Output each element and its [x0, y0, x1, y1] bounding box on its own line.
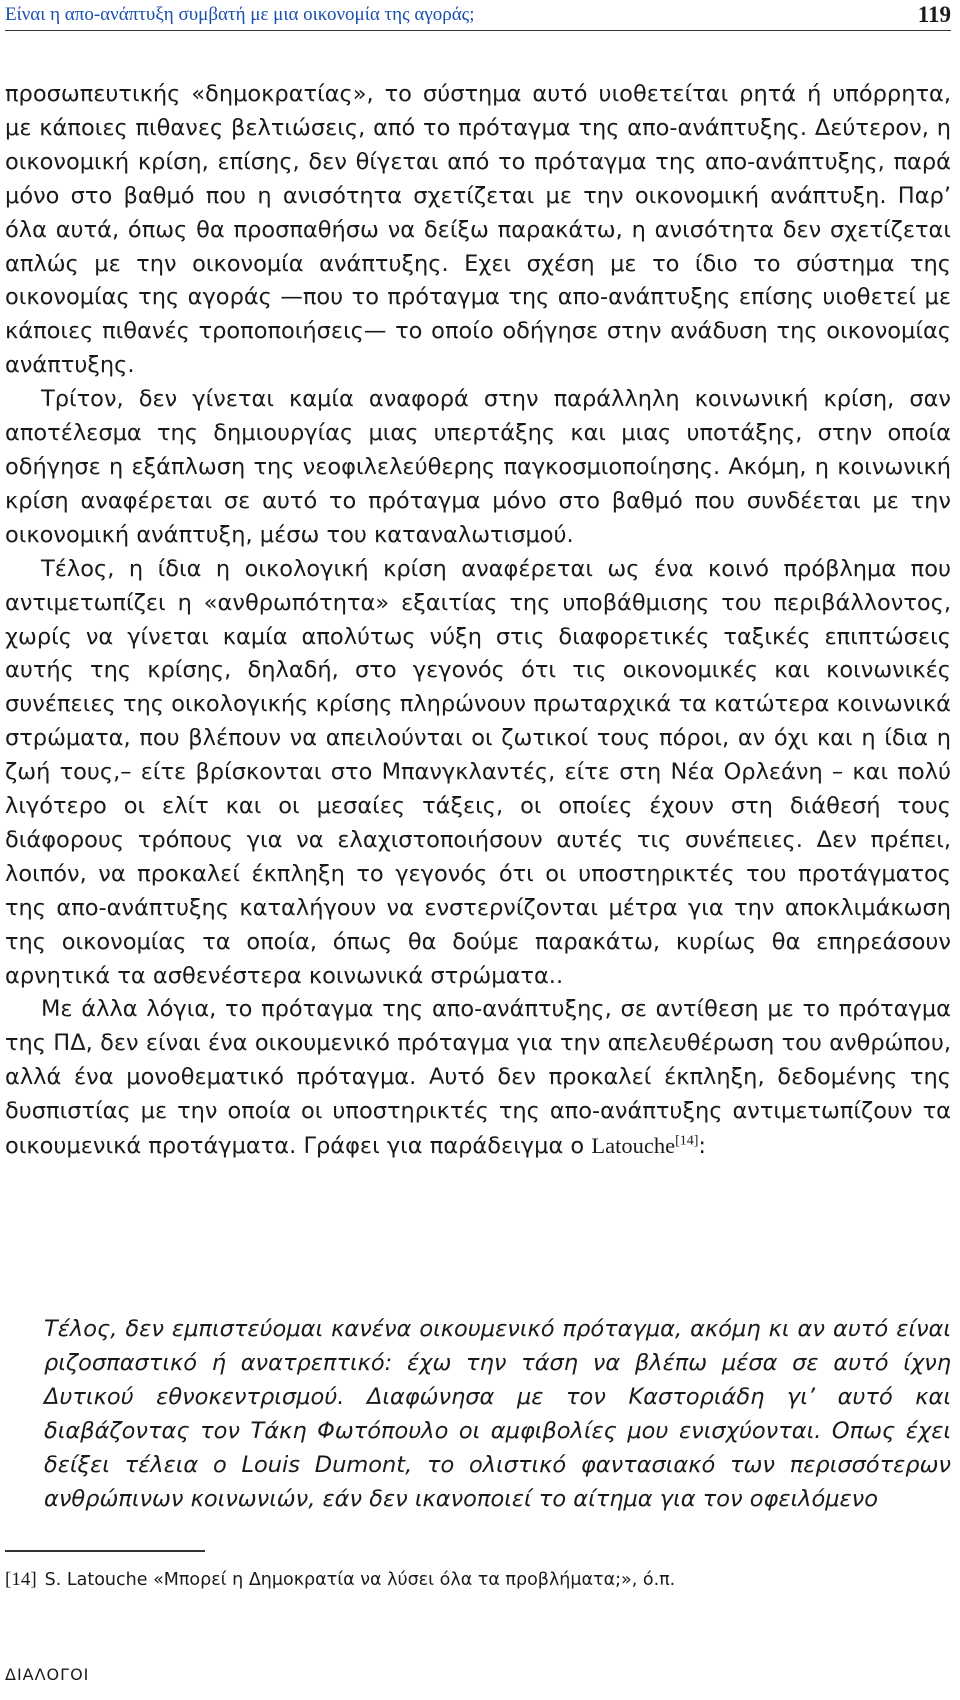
paragraph-text: Με άλλα λόγια, το πρόταγμα της απο-ανάπτυξης, σε αντίθεση με το πρόταγμα της ΠΔ, δεν είναι ένα οικουμενικό πρόταγμα για την απελευθέρωση του ανθρώπου, αλλά ένα μονοθεματικό πρόταγμα. Αυτό δεν προκαλεί έκπληξη, δεδομένης της δυσπιστίας με την οποία οι υποστηρικτές της απο-ανάπτυξης αντιμετωπίζουν τα οικουμενικά προτάγματα. Γράφει για παράδειγμα ο [5, 996, 951, 1160]
citation-author: Latouche [591, 1133, 676, 1159]
paragraph: Τέλος, η ίδια η οικολογική κρίση αναφέρεται ως ένα κοινό πρόβλημα που αντιμετωπίζει η «ανθρωπότητα» εξαιτίας της υποβάθμισης του περιβάλλοντος, χωρίς να γίνεται καμία απολύτως νύξη στις διαφορετικές ταξικές επιπτώσεις αυτής της κρίσης, δηλαδή, στο γεγονός ότι τις οικονομικές και κοινωνικές συνέπειες της οικολογικής κρίσης πληρώνουν πρωταρχικά τα κατώτερα κοινωνικά στρώματα, που βλέπουν να απειλούνται οι ζωτικοί τους πόροι, αν όχι και η ίδια η ζωή τους,– είτε βρίσκονται στο Μπανγκλαντές, είτε στη Νέα Ορλεάνη – και πολύ λιγότερο οι ελίτ και οι μεσαίες τάξεις, οι οποίες έχουν στη διάθεσή τους διάφορους τρόπους για να ελαχιστοποιήσουν αυτές τις συνέπειες. Δεν πρέπει, λοιπόν, να προκαλεί έκπληξη το γεγονός ότι οι υποστηρικτές του προτάγματος της απο-ανάπτυξης καταλήγουν να ενστερνίζονται μέτρα για την αποκλιμάκωση της οικονομίας τα οποία, όπως θα δούμε παρακάτω, κυρίως θα επηρεάσουν αρνητικά τα ασθενέστερα κοινωνικά στρώματα.. [5, 555, 951, 989]
paragraph: προσωπευτικής «δημοκρατίας», το σύστημα αυτό υιοθετείται ρητά ή υπόρρητα, με κάποιες πιθανες βελτιώσεις, από το πρόταγμα της απο-ανάπτυξης. Δεύτερον, η οικονομική κρίση, επίσης, δεν θίγεται από το πρόταγμα της απο-ανάπτυξης, παρά μόνο στο βαθμό που η ανισότητα σχετίζεται με την οικονομική ανάπτυξη. Παρ’ όλα αυτά, όπως θα προσπαθήσω να δείξω παρακάτω, η ανισότητα δεν σχετίζεται απλώς με την οικονομία ανάπτυξης. Εχει σχέση με το ίδιο το σύστημα της οικονομίας της αγοράς —που το πρόταγμα της απο-ανάπτυξης επίσης υιοθετεί με κάποιες πιθανές τροποποιήσεις— το οποίο οδήγησε στην ανάδυση της οικονομίας ανάπτυξης. [5, 81, 951, 379]
page-footer: ΔΙΑΛΟΓΟΙ [5, 1665, 90, 1684]
running-title: Είναι η απο-ανάπτυξη συμβατή με μια οικονομία της αγοράς; [5, 4, 475, 25]
footnote [5, 1567, 951, 1593]
body-text [5, 78, 951, 1164]
citation-colon: : [698, 1133, 706, 1160]
footnote-rule [5, 1550, 205, 1552]
footnote-reference[interactable]: [14] [675, 1133, 699, 1149]
footnote-number: [14] [5, 1569, 37, 1590]
block-quote: Τέλος, δεν εμπιστεύομαι κανένα οικουμενικό πρόταγμα, ακόμη κι αν αυτό είναι ριζοσπαστικό ή ανατρεπτικό: έχω την τάση να βλέπω μέσα σε αυτό ίχνη Δυτικού εθνοκεντρισμού. Διαφώνησα με τον Καστοριάδη γι’ αυτό και διαβάζοντας τον Τάκη Φωτόπουλο οι αμφιβολίες μου ενισχύονται. Οπως έχει δείξει τέλεια ο Louis Dumont, το ολιστικό φαντασιακό των περισσότερων ανθρώπινων κοινωνιών, εάν δεν ικανοποιεί το αίτημα για τον οφειλόμενο [44, 1316, 951, 1512]
footnote-text: S. Latouche «Μπορεί η Δημοκρατία να λύσει όλα τα προβλήματα;», ό.π. [44, 1570, 676, 1590]
paragraph-with-citation [5, 993, 951, 1164]
header-rule [5, 30, 951, 31]
page-header [5, 2, 951, 28]
paragraph: Τρίτον, δεν γίνεται καμία αναφορά στην παράλληλη κοινωνική κρίση, σαν αποτέλεσμα της δημιουργίας μιας υπερτάξης και μιας υποτάξης, στην οποία οδήγησε η εξάπλωση της νεοφιλελεύθερης παγκοσμιοποίησης. Ακόμη, η κοινωνική κρίση αναφέρεται σε αυτό το πρόταγμα μόνο στο βαθμό που συνδέεται με την οικονομική ανάπτυξη, μέσω του καταναλωτισμού. [5, 386, 951, 548]
page-number: 119 [917, 2, 951, 27]
